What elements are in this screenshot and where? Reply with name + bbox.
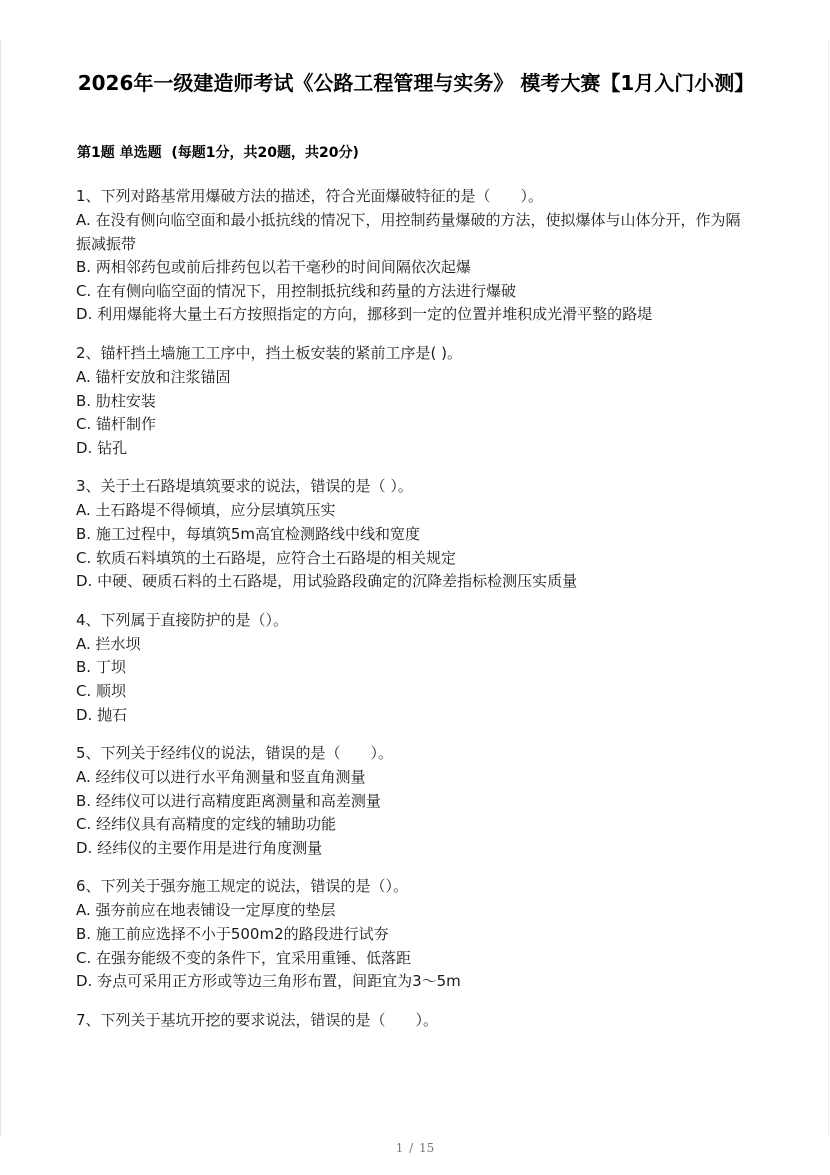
question-7 xyxy=(76,1008,741,1032)
option-d: D. 经纬仪的主要作用是进行角度测量 xyxy=(76,838,323,857)
option-b: B. 两相邻药包或前后排药包以若干毫秒的时间间隔依次起爆 xyxy=(76,258,471,277)
option-c: C. 在强夯能级不变的条件下，宜采用重锤、低落距 xyxy=(76,948,412,967)
question-stem: 1、下列对路基常用爆破方法的描述，符合光面爆破特征的是（ ）。 xyxy=(76,187,544,205)
question-3 xyxy=(76,474,741,593)
question-4 xyxy=(76,608,741,727)
option-b: B. 施工前应选择不小于500m2的路段进行试夯 xyxy=(76,925,389,944)
question-list xyxy=(76,184,741,1046)
section-header: 第1题 单选题 (每题1分，共20题，共20分) xyxy=(77,145,359,161)
option-d: D. 利用爆能将大量土石方按照指定的方向，挪移到一定的位置并堆积成光滑平整的路堤 xyxy=(76,305,653,324)
option-d: D. 中硬、硬质石料的土石路堤，用试验路段确定的沉降差指标检测压实质量 xyxy=(76,572,578,591)
option-c: C. 顺坝 xyxy=(76,681,127,700)
question-stem: 3、关于土石路堤填筑要求的说法，错误的是（ ）。 xyxy=(76,477,413,496)
option-d: D. 抛石 xyxy=(76,705,128,724)
option-b: B. 施工过程中，每填筑5m高宜检测路线中线和宽度 xyxy=(76,524,420,543)
option-b: B. 丁坝 xyxy=(76,658,126,677)
question-stem: 6、下列关于强夯施工规定的说法，错误的是（）。 xyxy=(76,877,409,896)
question-stem: 2、锚杆挡土墙施工工序中，挡土板安装的紧前工序是( )。 xyxy=(76,343,463,362)
option-d: D. 夯点可采用正方形或等边三角形布置，间距宜为3～5m xyxy=(76,972,461,991)
document-page xyxy=(0,40,829,1136)
option-a: A. 在没有侧向临空面和最小抵抗线的情况下，用控制药量爆破的方法，使拟爆体与山体分开，作为隔振减振带 xyxy=(76,211,741,253)
question-2 xyxy=(76,341,741,460)
page-number: 1 / 15 xyxy=(395,1141,435,1155)
option-a: A. 经纬仪可以进行水平角测量和竖直角测量 xyxy=(76,768,366,787)
question-stem: 4、下列属于直接防护的是（）。 xyxy=(76,610,289,629)
question-1 xyxy=(76,184,741,327)
option-a: A. 拦水坝 xyxy=(76,634,141,653)
question-stem: 5、下列关于经纬仪的说法，错误的是（ ）。 xyxy=(76,744,394,763)
option-a: A. 强夯前应在地表铺设一定厚度的垫层 xyxy=(76,901,336,920)
option-c: C. 软质石料填筑的土石路堤，应符合土石路堤的相关规定 xyxy=(76,548,457,567)
option-d: D. 钻孔 xyxy=(76,438,128,457)
option-a: A. 锚杆安放和注浆锚固 xyxy=(76,367,231,386)
option-a: A. 土石路堤不得倾填，应分层填筑压实 xyxy=(76,501,336,520)
question-6 xyxy=(76,874,741,993)
option-b: B. 经纬仪可以进行高精度距离测量和高差测量 xyxy=(76,791,381,810)
option-c: C. 锚杆制作 xyxy=(76,415,157,434)
option-c: C. 经纬仪具有高精度的定线的辅助功能 xyxy=(76,815,337,834)
question-stem: 7、下列关于基坑开挖的要求说法，错误的是（ ）。 xyxy=(76,1010,439,1029)
option-b: B. 肋柱安装 xyxy=(76,391,156,410)
question-5 xyxy=(76,741,741,860)
page-title: 2026年一级建造师考试《公路工程管理与实务》 模考大赛【1月入门小测】 xyxy=(77,71,755,95)
option-c: C. 在有侧向临空面的情况下，用控制抵抗线和药量的方法进行爆破 xyxy=(76,281,517,300)
